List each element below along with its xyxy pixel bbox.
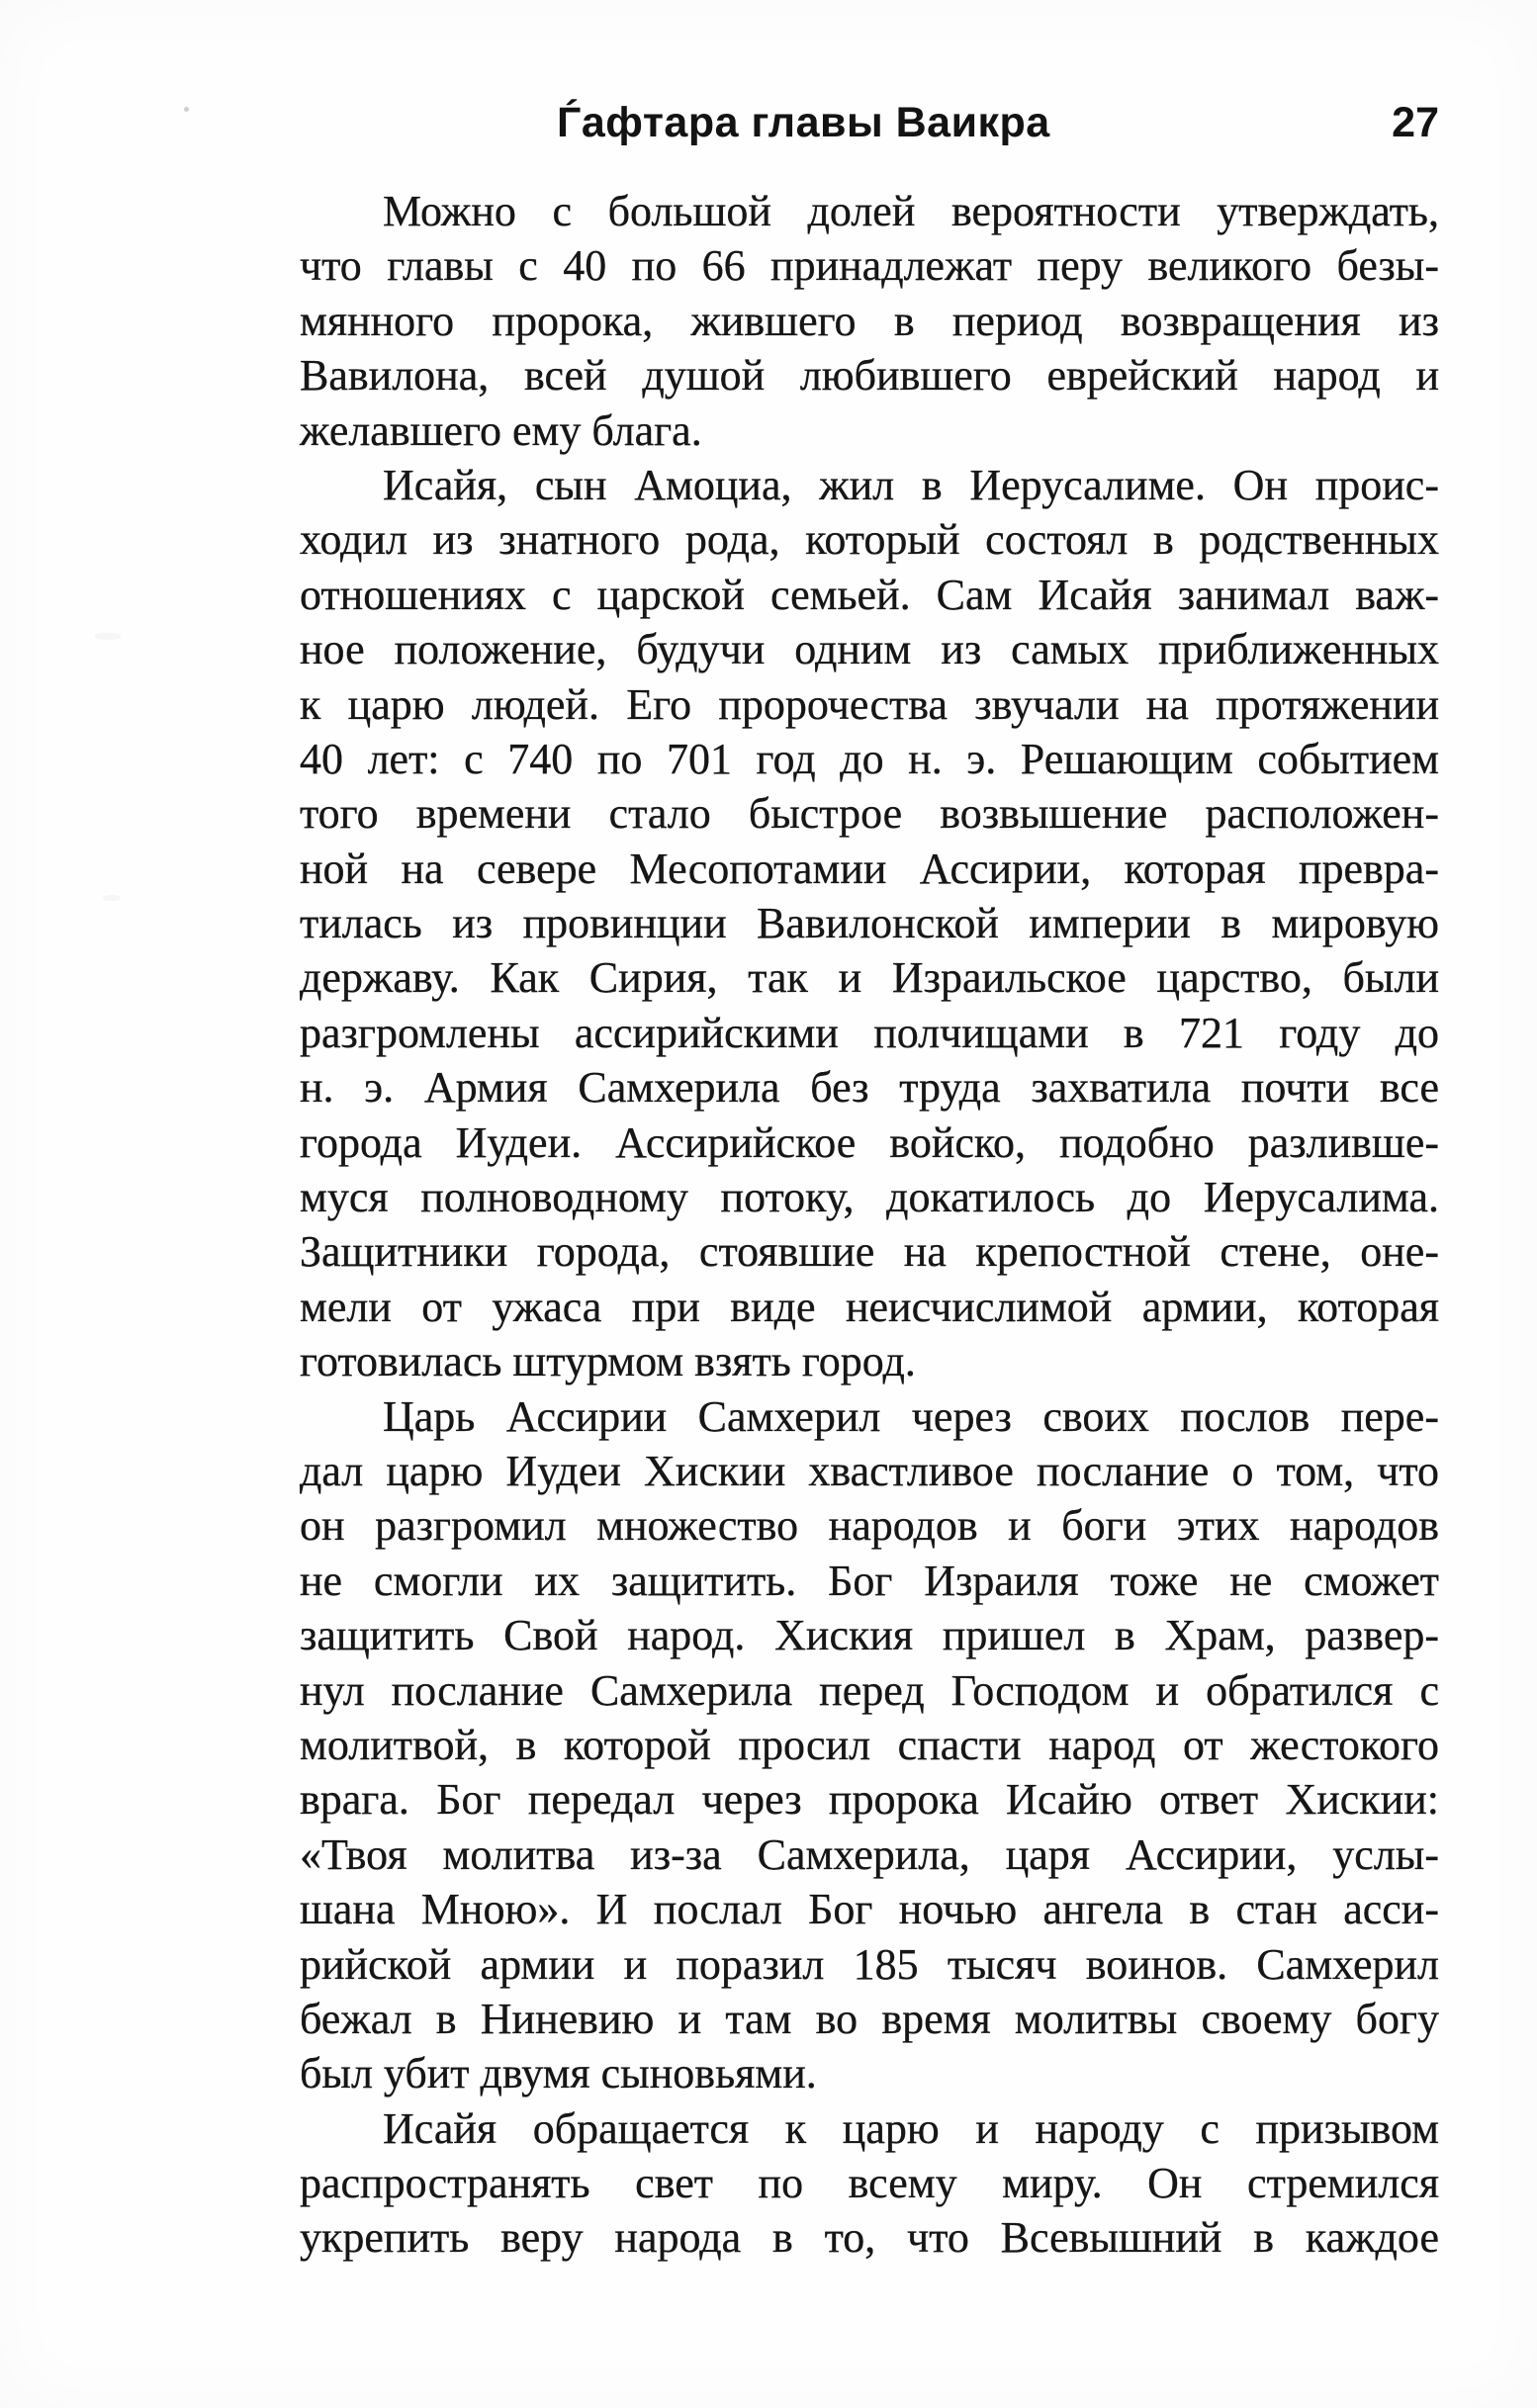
text-line: тилась из провинции Вавилонской империи в мировую <box>300 899 1439 948</box>
text-line: Вавилона, всей душой любившего еврейский народ и <box>300 351 1439 401</box>
text-line: укрепить веру народа в то, что Всевышний в каждое <box>300 2213 1439 2263</box>
text-line: рийской армии и поразил 185 тысяч воинов. Самхерил <box>300 1939 1439 1989</box>
text-line: готовилась штурмом взять город. <box>300 1337 916 1386</box>
text-line: ное положение, будучи одним из самых приближенных <box>300 625 1439 674</box>
text-line: врага. Бог передал через пророка Исайю ответ Хискии: <box>300 1775 1439 1825</box>
scan-speck <box>184 107 189 112</box>
text-line: Защитники города, стоявшие на крепостной стене, оне- <box>300 1227 1439 1277</box>
page-header <box>300 99 1439 150</box>
text-line: желавшего ему блага. <box>300 405 702 455</box>
text-line: мянного пророка, жившего в период возвращения из <box>300 296 1439 345</box>
text-line: к царю людей. Его пророчества звучали на протяжении <box>300 679 1439 729</box>
text-line: нул послание Самхерила перед Господом и обратился с <box>300 1665 1439 1715</box>
text-line: защитить Свой народ. Хиския пришел в Храм, развер- <box>300 1611 1439 1660</box>
scan-smudge <box>103 895 121 901</box>
text-line: ной на севере Месопотамии Ассирии, которая превра- <box>300 844 1439 893</box>
chapter-title: Ѓафтара главы Ваикра <box>557 99 1050 146</box>
text-line: был убит двумя сыновьями. <box>300 2049 817 2098</box>
text-line: отношениях с царской семьей. Сам Исайя занимал важ- <box>300 570 1439 619</box>
text-line: н. э. Армия Самхерила без труда захватила почти все <box>300 1063 1439 1113</box>
text-line: мели от ужаса при виде неисчислимой армии, которая <box>300 1282 1439 1331</box>
text-line: Исайя, сын Амоциа, жил в Иерусалиме. Он проис- <box>383 460 1439 509</box>
text-line: Царь Ассирии Самхерил через своих послов пере- <box>383 1391 1439 1441</box>
text-line: дал царю Иудеи Хискии хвастливое послание о том, что <box>300 1446 1439 1495</box>
text-line: «Твоя молитва из-за Самхерила, царя Ассирии, услы- <box>300 1829 1439 1879</box>
body-text <box>300 184 1439 2266</box>
text-line: муся полноводному потоку, докатилось до Иерусалима. <box>300 1173 1439 1222</box>
text-line: Исайя обращается к царю и народу с призывом <box>383 2103 1439 2153</box>
text-line: 40 лет: с 740 по 701 год до н. э. Решающим событием <box>300 734 1439 783</box>
text-line: того времени стало быстрое возвышение расположен- <box>300 789 1439 839</box>
text-line: города Иудеи. Ассирийское войско, подобно разливше- <box>300 1117 1439 1167</box>
text-line: державу. Как Сирия, так и Израильское царство, были <box>300 953 1439 1003</box>
text-line: что главы с 40 по 66 принадлежат перу великого безы- <box>300 241 1439 291</box>
text-line: распространять свет по всему миру. Он стремился <box>300 2159 1439 2208</box>
text-line: бежал в Ниневию и там во время молитвы своему богу <box>300 1994 1439 2043</box>
text-line: не смогли их защитить. Бог Израиля тоже не сможет <box>300 1556 1439 1605</box>
text-line: он разгромил множество народов и боги этих народов <box>300 1501 1439 1551</box>
text-line: шана Мною». И послал Бог ночью ангела в стан асси- <box>300 1885 1439 1934</box>
text-line: разгромлены ассирийскими полчищами в 721 году до <box>300 1008 1439 1057</box>
text-line: Можно с большой долей вероятности утверждать, <box>383 187 1439 235</box>
page-number: 27 <box>1392 99 1439 146</box>
text-line: ходил из знатного рода, который состоял в родственных <box>300 515 1439 565</box>
scan-smudge <box>95 633 121 640</box>
text-line: молитвой, в которой просил спасти народ от жестокого <box>300 1720 1439 1769</box>
